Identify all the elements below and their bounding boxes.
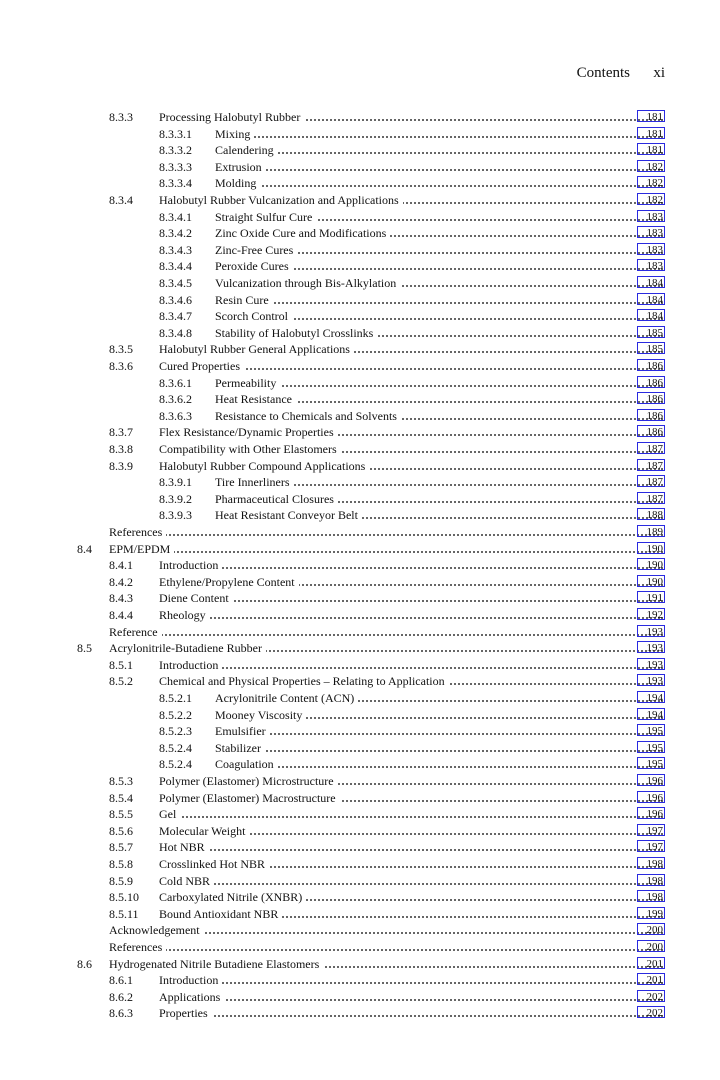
toc-page-link[interactable]: 181: [637, 110, 665, 122]
toc-page-link[interactable]: 183: [637, 243, 665, 255]
toc-entry-title: Polymer (Elastomer) Microstructure: [159, 774, 338, 788]
toc-page-link[interactable]: 202: [637, 990, 665, 1002]
toc-entry-title: Chemical and Physical Properties – Relating to Application: [159, 674, 449, 688]
toc-entry-title-leader: [215, 126, 663, 142]
toc-entry[interactable]: [0, 292, 720, 308]
running-head: [0, 65, 665, 85]
toc-entry-title-leader: [109, 956, 663, 972]
toc-entry-title: Straight Sulfur Cure: [215, 210, 316, 224]
toc-entry-number: 8.3.4.7: [159, 309, 192, 324]
toc-entry-title-leader: [159, 557, 663, 573]
toc-entry[interactable]: [0, 109, 720, 125]
toc-entry-title: Introduction: [159, 558, 222, 572]
toc-entry-title: Emulsifier: [215, 724, 270, 738]
toc-entry[interactable]: [0, 358, 720, 374]
toc-entry-number: 8.6.1: [109, 973, 133, 988]
toc-entry-number: 8.5.2.2: [159, 707, 192, 722]
toc-page-link[interactable]: 186: [637, 376, 665, 388]
toc-page-link[interactable]: 186: [637, 409, 665, 421]
toc-entry-title-leader: [215, 707, 663, 723]
toc-entry[interactable]: [0, 474, 720, 490]
toc-entry[interactable]: [0, 823, 720, 839]
toc-entry-title-leader: [215, 756, 663, 772]
toc-entry-number: 8.5.2.1: [159, 691, 192, 705]
page-folio: xi: [653, 65, 665, 81]
toc-page-link[interactable]: 196: [637, 791, 665, 803]
toc-entry-title-leader: [215, 507, 663, 523]
toc-entry-title-leader: [215, 292, 663, 308]
toc-entry[interactable]: [0, 275, 720, 291]
toc-page-link[interactable]: 193: [637, 641, 665, 653]
toc-entry-number: 8.5.2.4: [159, 757, 192, 772]
toc-entry[interactable]: [0, 889, 720, 905]
toc-entry[interactable]: [0, 989, 720, 1005]
toc-entry-number: 8.5.2.3: [159, 724, 192, 739]
toc-entry-number: 8.3.4.3: [159, 242, 192, 257]
toc-page-link[interactable]: 181: [637, 127, 665, 139]
toc-entry-title-leader: [159, 424, 663, 440]
toc-entry[interactable]: [0, 375, 720, 391]
toc-entry[interactable]: [0, 624, 720, 640]
toc-page-link[interactable]: 190: [637, 542, 665, 554]
toc-entry-title: Vulcanization through Bis-Alkylation: [215, 276, 400, 290]
toc-entry[interactable]: [0, 507, 720, 523]
toc-entry[interactable]: [0, 756, 720, 772]
toc-entry[interactable]: [0, 773, 720, 789]
toc-page-link[interactable]: 187: [637, 492, 665, 504]
toc-entry-title: Halobutyl Rubber General Applications: [159, 342, 354, 356]
toc-entry-title-leader: [159, 358, 663, 374]
toc-entry[interactable]: [0, 657, 720, 673]
toc-entry[interactable]: [0, 192, 720, 208]
toc-entry-title: Mooney Viscosity: [215, 708, 306, 722]
toc-entry[interactable]: [0, 790, 720, 806]
toc-entry-number: 8.3.3.4: [159, 176, 192, 191]
toc-entry-title-leader: [109, 541, 663, 557]
toc-entry-number: 8.3.4.2: [159, 226, 192, 241]
toc-entry-title-leader: [159, 856, 663, 872]
toc-page-link[interactable]: 184: [637, 276, 665, 288]
toc-entry-title-leader: [159, 590, 663, 606]
toc-entry[interactable]: [0, 341, 720, 357]
toc-entry[interactable]: [0, 491, 720, 507]
toc-page-link[interactable]: 198: [637, 857, 665, 869]
toc-entry-title-leader: [159, 192, 663, 208]
toc-entry[interactable]: [0, 242, 720, 258]
toc-entry-title-leader: [215, 275, 663, 291]
toc-entry-number: 8.3.7: [109, 425, 133, 440]
toc-entry-title: Compatibility with Other Elastomers: [159, 442, 341, 456]
toc-entry[interactable]: [0, 175, 720, 191]
toc-page-link[interactable]: 181: [637, 143, 665, 155]
toc-entry[interactable]: [0, 723, 720, 739]
toc-entry-title-leader: [215, 242, 663, 258]
toc-entry-title-leader: [159, 790, 663, 806]
toc-entry-title: Rheology: [159, 608, 210, 622]
toc-page-link[interactable]: 187: [637, 475, 665, 487]
toc-entry-title-leader: [109, 640, 663, 656]
toc-entry-title: Properties: [159, 1006, 212, 1020]
toc-entry-number: 8.3.6.2: [159, 392, 192, 407]
toc-entry[interactable]: [0, 707, 720, 723]
toc-page-link[interactable]: 194: [637, 708, 665, 720]
toc-entry-title: EPM/EPDM: [109, 542, 174, 556]
toc-entry-title-leader: [215, 325, 663, 341]
toc-page-link[interactable]: 196: [637, 807, 665, 819]
toc-entry[interactable]: [0, 673, 720, 689]
toc-entry-number: 8.5.8: [109, 857, 133, 871]
toc-entry-title: Coagulation: [215, 757, 278, 771]
toc-entry-title: Molecular Weight: [159, 824, 249, 838]
toc-entry-number: 8.5.2: [109, 674, 133, 689]
toc-entry-title: Ethylene/Propylene Content: [159, 575, 299, 589]
toc-entry[interactable]: [0, 424, 720, 440]
toc-entry-title-leader: [159, 574, 663, 590]
toc-entry-number: 8.3.4: [109, 193, 133, 207]
toc-entry-title: Molding: [215, 176, 260, 190]
toc-entry-title: Heat Resistant Conveyor Belt: [215, 508, 362, 522]
toc-page-link[interactable]: 200: [637, 923, 665, 935]
toc-entry-number: 8.6.3: [109, 1006, 133, 1021]
toc-entry-title: Pharmaceutical Closures: [215, 492, 338, 506]
toc-entry-title: Zinc Oxide Cure and Modifications: [215, 226, 390, 240]
toc-entry-number: 8.3.4.4: [159, 259, 192, 274]
toc-entry-number: 8.5.7: [109, 840, 133, 855]
toc-entry-title-leader: [159, 972, 663, 988]
toc-entry[interactable]: [0, 325, 720, 341]
toc-entry-title-leader: [215, 740, 663, 756]
toc-page-link[interactable]: 198: [637, 890, 665, 902]
toc-entry-number: 8.4.1: [109, 558, 133, 573]
toc-entry[interactable]: [0, 391, 720, 407]
toc-page-link[interactable]: 185: [637, 342, 665, 354]
toc-entry-number: 8.3.6.3: [159, 408, 192, 423]
toc-entry[interactable]: [0, 1005, 720, 1021]
toc-page-link[interactable]: 186: [637, 359, 665, 371]
toc-entry-title: Resin Cure: [215, 293, 273, 307]
toc-page-link[interactable]: 182: [637, 193, 665, 205]
toc-entry-title-leader: [215, 159, 663, 175]
toc-entry-title: Polymer (Elastomer) Macrostructure: [159, 791, 340, 805]
toc-entry-number: 8.3.6.1: [159, 375, 192, 390]
toc-page-link[interactable]: 188: [637, 508, 665, 520]
toc-entry-title: Halobutyl Rubber Compound Applications: [159, 459, 369, 473]
toc-entry-title-leader: [109, 939, 663, 955]
toc-entry-number: 8.4: [77, 541, 92, 556]
toc-page-link[interactable]: 202: [637, 1006, 665, 1018]
toc-page-link[interactable]: 184: [637, 309, 665, 321]
toc-entry[interactable]: [0, 541, 720, 557]
toc-entry-number: 8.3.3.1: [159, 126, 192, 141]
toc-entry[interactable]: [0, 607, 720, 623]
toc-page-link[interactable]: 187: [637, 442, 665, 454]
toc-entry-number: 8.3.9.2: [159, 491, 192, 506]
toc-entry-title-leader: [159, 823, 663, 839]
toc-entry-number: 8.3.6: [109, 359, 133, 373]
toc-entry-title-leader: [159, 441, 663, 457]
toc-entry[interactable]: [0, 458, 720, 474]
toc-entry-title-leader: [215, 308, 663, 324]
toc-entry-title-leader: [109, 922, 663, 938]
toc-entry-title: Permeability: [215, 376, 280, 390]
toc-entry-title: Stability of Halobutyl Crosslinks: [215, 326, 377, 340]
toc-entry[interactable]: [0, 873, 720, 889]
toc-page-link[interactable]: 187: [637, 459, 665, 471]
toc-entry[interactable]: [0, 159, 720, 175]
toc-entry-title: Hot NBR: [159, 840, 209, 854]
toc-entry-title-leader: [159, 458, 663, 474]
toc-entry-title-leader: [215, 391, 663, 407]
toc-entry-number: 8.3.9.1: [159, 475, 192, 490]
toc-entry-title-leader: [215, 258, 663, 274]
toc-entry-title-leader: [215, 723, 663, 739]
toc-entry-number: 8.5.4: [109, 790, 133, 805]
toc-entry-title: Gel: [159, 807, 180, 821]
toc-entry[interactable]: [0, 956, 720, 972]
toc-entry-title-leader: [159, 806, 663, 822]
toc-entry[interactable]: [0, 142, 720, 158]
toc-entry-title-leader: [159, 673, 663, 689]
toc-entry-title: Halobutyl Rubber Vulcanization and Applications: [159, 193, 403, 207]
toc-entry-number: 8.3.3.3: [159, 159, 192, 174]
toc-entry-title: Bound Antioxidant NBR: [159, 907, 282, 921]
toc-entry-number: 8.3.5: [109, 342, 133, 357]
toc-page-link[interactable]: 182: [637, 160, 665, 172]
toc-entry-number: 8.3.8: [109, 442, 133, 456]
toc-entry-number: 8.3.4.6: [159, 292, 192, 307]
toc-entry-number: 8.3.4.8: [159, 325, 192, 340]
toc-entry[interactable]: [0, 308, 720, 324]
toc-page-link[interactable]: 193: [637, 625, 665, 637]
toc-entry-number: 8.3.9: [109, 458, 133, 473]
toc-page-link[interactable]: 189: [637, 525, 665, 537]
toc-page-link[interactable]: 182: [637, 176, 665, 188]
toc-page-link[interactable]: 195: [637, 757, 665, 769]
toc-entry-title-leader: [159, 773, 663, 789]
toc-entry-title: References: [109, 940, 166, 954]
toc-entry-title: Stabilizer: [215, 741, 265, 755]
toc-entry-title-leader: [159, 906, 663, 922]
toc-entry-title: Tire Innerliners: [215, 475, 294, 489]
toc-entry-number: 8.6.2: [109, 989, 133, 1004]
toc-page-link[interactable]: 193: [637, 674, 665, 686]
toc-entry-title: Cured Properties: [159, 359, 244, 373]
toc-entry-title: Acrylonitrile-Butadiene Rubber: [109, 641, 266, 655]
toc-page-link[interactable]: 186: [637, 392, 665, 404]
toc-page-link[interactable]: 191: [637, 591, 665, 603]
toc-page-link[interactable]: 201: [637, 973, 665, 985]
toc-entry-title-leader: [159, 889, 663, 905]
toc-entry[interactable]: [0, 408, 720, 424]
toc-entry[interactable]: [0, 806, 720, 822]
toc-page-link[interactable]: 196: [637, 774, 665, 786]
toc-entry-number: 8.3.3.2: [159, 143, 192, 158]
toc-entry-title-leader: [215, 142, 663, 158]
toc-page-link[interactable]: 195: [637, 724, 665, 736]
toc-page-link[interactable]: 199: [637, 907, 665, 919]
toc-entry-title: Flex Resistance/Dynamic Properties: [159, 425, 338, 439]
toc-page-link[interactable]: 201: [637, 957, 665, 969]
toc-entry-number: 8.5.2.4: [159, 740, 192, 755]
toc-entry[interactable]: [0, 740, 720, 756]
toc-entry-title-leader: [159, 607, 663, 623]
toc-entry-number: 8.5.9: [109, 873, 133, 888]
toc-entry-title-leader: [215, 225, 663, 241]
toc-entry-title: Scorch Control: [215, 309, 292, 323]
toc-entry-title-leader: [215, 209, 663, 225]
toc-entry-title-leader: [215, 375, 663, 391]
toc-entry-title-leader: [215, 175, 663, 191]
toc-page-link[interactable]: 197: [637, 840, 665, 852]
toc-page-link[interactable]: 200: [637, 940, 665, 952]
toc-entry-title: Mixing: [215, 127, 254, 141]
toc-entry-title-leader: [159, 839, 663, 855]
toc-entry-title: Diene Content: [159, 591, 233, 605]
toc-entry-number: 8.5.1: [109, 657, 133, 672]
toc-entry-number: 8.3.4.1: [159, 209, 192, 224]
toc-entry[interactable]: [0, 209, 720, 225]
toc-entry-number: 8.5.3: [109, 774, 133, 788]
toc-entry[interactable]: [0, 972, 720, 988]
toc-entry-title-leader: [159, 109, 663, 125]
toc-page-link[interactable]: 192: [637, 608, 665, 620]
toc-entry-title: Crosslinked Hot NBR: [159, 857, 269, 871]
toc-entry[interactable]: [0, 225, 720, 241]
toc-entry-number: 8.6: [77, 956, 92, 971]
toc-entry-title: Calendering: [215, 143, 278, 157]
toc-page-link[interactable]: 183: [637, 210, 665, 222]
toc-entry[interactable]: [0, 557, 720, 573]
toc-entry-title-leader: [159, 989, 663, 1005]
toc-entry-title: Extrusion: [215, 160, 266, 174]
toc-entry-title: Peroxide Cures: [215, 259, 293, 273]
toc-page-link[interactable]: 183: [637, 259, 665, 271]
toc-entry-title: Introduction: [159, 658, 222, 672]
toc-entry-title: Carboxylated Nitrile (XNBR): [159, 890, 306, 904]
toc-entry[interactable]: [0, 906, 720, 922]
toc-entry-title: Reference: [109, 625, 162, 639]
toc-entry-title: Hydrogenated Nitrile Butadiene Elastomers: [109, 957, 323, 971]
toc-entry[interactable]: [0, 524, 720, 540]
toc-entry-title: Resistance to Chemicals and Solvents: [215, 409, 401, 423]
toc-entry-number: 8.5.5: [109, 807, 133, 822]
toc-entry-number: 8.5: [77, 641, 92, 656]
toc-entry-number: 8.3.3: [109, 110, 133, 124]
toc-entry[interactable]: [0, 839, 720, 855]
toc-entry-title: Applications: [159, 990, 224, 1004]
toc-page-link[interactable]: 183: [637, 226, 665, 238]
toc-page-link[interactable]: 184: [637, 293, 665, 305]
toc-entry-title-leader: [215, 690, 663, 706]
toc-page-link[interactable]: 197: [637, 824, 665, 836]
toc-page-link[interactable]: 194: [637, 691, 665, 703]
toc-page-link[interactable]: 190: [637, 575, 665, 587]
toc-page-link[interactable]: 193: [637, 658, 665, 670]
toc-entry-title-leader: [159, 657, 663, 673]
toc-entry-number: 8.5.6: [109, 823, 133, 838]
toc-entry[interactable]: [0, 574, 720, 590]
toc-page-link[interactable]: 186: [637, 425, 665, 437]
toc-entry-number: 8.5.10: [109, 890, 139, 905]
toc-entry[interactable]: [0, 126, 720, 142]
toc-entry[interactable]: [0, 640, 720, 656]
toc-entry-title: Introduction: [159, 973, 222, 987]
toc-page-link[interactable]: 195: [637, 741, 665, 753]
toc-entry-number: 8.3.4.5: [159, 276, 192, 290]
toc-entry-title: Acknowledgement: [109, 923, 204, 937]
toc-page-link[interactable]: 185: [637, 326, 665, 338]
toc-entry-title-leader: [109, 524, 663, 540]
toc-entry-number: 8.4.2: [109, 574, 133, 589]
toc-entry[interactable]: [0, 258, 720, 274]
toc-entry-title: Processing Halobutyl Rubber: [159, 110, 304, 124]
toc-entry-title-leader: [109, 624, 663, 640]
toc-entry[interactable]: [0, 690, 720, 706]
toc-entry[interactable]: [0, 590, 720, 606]
toc-entry-title-leader: [159, 341, 663, 357]
toc-entry-number: 8.3.9.3: [159, 508, 192, 523]
toc-entry-title: Heat Resistance: [215, 392, 296, 406]
toc-page-link[interactable]: 190: [637, 558, 665, 570]
toc-entry-title-leader: [159, 873, 663, 889]
toc-entry[interactable]: [0, 441, 720, 457]
toc-entry-title-leader: [215, 474, 663, 490]
toc-entry[interactable]: [0, 856, 720, 872]
toc-entry-number: 8.5.11: [109, 906, 139, 921]
toc-entry[interactable]: [0, 939, 720, 955]
toc-entry-title-leader: [159, 1005, 663, 1021]
toc-entry[interactable]: [0, 922, 720, 938]
toc-entry-title: Acrylonitrile Content (ACN): [215, 691, 358, 705]
toc-entry-title: References: [109, 525, 166, 539]
toc-entry-title: Cold NBR: [159, 874, 214, 888]
toc-entry-title: Zinc-Free Cures: [215, 243, 297, 257]
running-head-section: Contents: [576, 65, 630, 81]
toc-entry-number: 8.4.3: [109, 591, 133, 606]
toc-entry-title-leader: [215, 491, 663, 507]
toc-entry-title-leader: [215, 408, 663, 424]
toc-entry-number: 8.4.4: [109, 608, 133, 622]
toc-page-link[interactable]: 198: [637, 874, 665, 886]
